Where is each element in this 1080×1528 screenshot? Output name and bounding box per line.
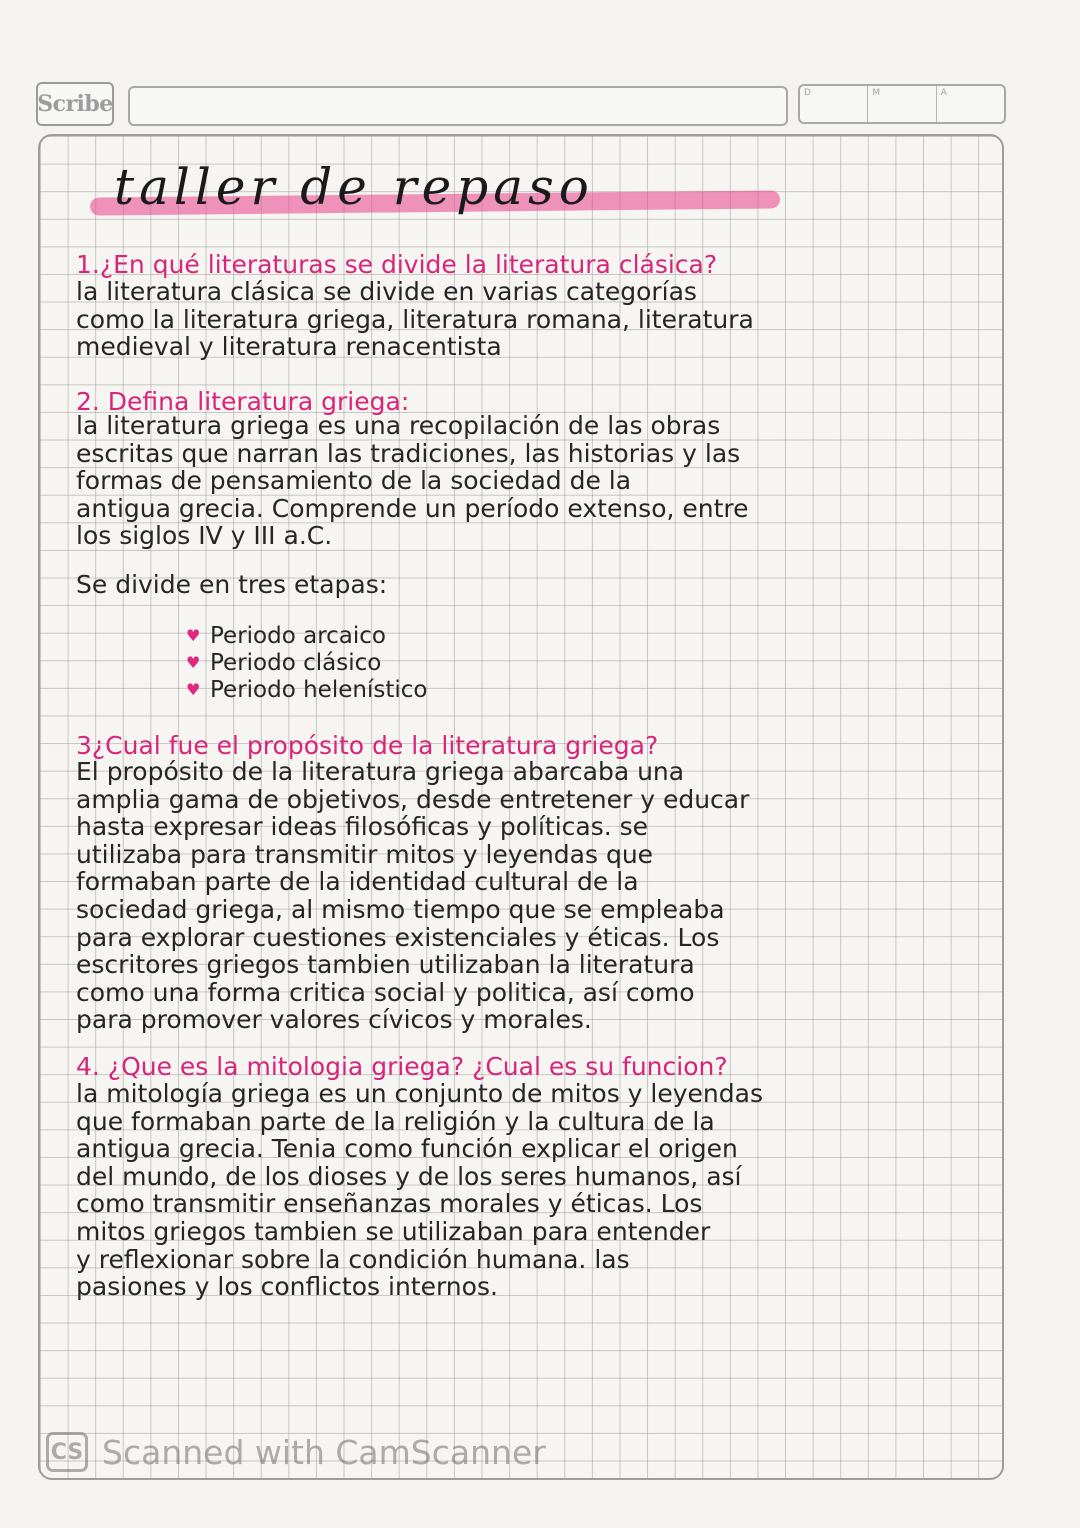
date-year-label: A (940, 88, 947, 98)
answer-3-line: El propósito de la literatura griega abarcaba una (76, 757, 685, 786)
title-field (128, 86, 788, 126)
answer-4-line: la mitología griega es un conjunto de mitos y leyendas (76, 1079, 763, 1108)
answer-3-line: para promover valores cívicos y morales. (76, 1005, 592, 1035)
camscanner-badge: CS (50, 1439, 84, 1465)
answer-3-line: sociedad griega, al mismo tiempo que se empleaba (76, 894, 725, 924)
answer-3-line: hasta expresar ideas filosóficas y políticas. se (76, 812, 649, 842)
stages-list (186, 622, 427, 703)
camscanner-watermark (46, 1432, 546, 1472)
stage-label: Periodo arcaico (210, 622, 386, 649)
answer-2-line: la literatura griega es una recopilación de las obras (76, 411, 721, 440)
stages-label (76, 570, 387, 599)
answer-4-line: mitos griegos tambien se utilizaban para entender (76, 1216, 711, 1246)
page-title: taller de repaso (114, 158, 594, 216)
answer-3-line: como una forma critica social y politica, así como (76, 977, 695, 1007)
page-title-block (90, 160, 790, 230)
date-month-label: M (872, 88, 881, 98)
answer-2-line: escritas que narran las tradiciones, las historias y las (76, 438, 741, 468)
question-3: 3¿Cual fue el propósito de la literatura griega? (76, 731, 659, 760)
date-year-cell (937, 86, 1004, 122)
answer-3-line: utilizaba para transmitir mitos y leyendas que (76, 839, 654, 869)
list-item (186, 676, 427, 703)
question-1: 1.¿En qué literaturas se divide la literatura clásica? (76, 250, 718, 279)
stages-label-text: Se divide en tres etapas: (76, 570, 388, 599)
answer-3-line: para explorar cuestiones existenciales y éticas. Los (76, 922, 720, 952)
answer-4 (76, 1080, 763, 1301)
answer-4-line: del mundo, de los dioses y de los seres humanos, así (76, 1161, 742, 1191)
answer-1-line: como la literatura griega, literatura romana, literatura (76, 304, 754, 334)
heart-bullet-icon: ♥ (186, 653, 201, 672)
camscanner-logo-icon (46, 1432, 88, 1472)
watermark-text: Scanned with CamScanner (102, 1432, 546, 1472)
answer-2 (76, 412, 749, 550)
stage-label: Periodo helenístico (210, 676, 428, 703)
answer-4-line: que formaban parte de la religión y la cultura de la (76, 1106, 715, 1136)
answer-3-line: escritores griegos tambien utilizaban la literatura (76, 950, 695, 980)
date-day-label: D (804, 88, 811, 98)
answer-3-line: amplia gama de objetivos, desde entretener y educar (76, 784, 750, 814)
date-box (798, 84, 1006, 124)
answer-3 (76, 758, 749, 1034)
heart-bullet-icon: ♥ (186, 680, 201, 699)
answer-3-line: formaban parte de la identidad cultural de la (76, 867, 639, 897)
answer-4-line: pasiones y los conflictos internos. (76, 1272, 498, 1302)
answer-4-line: como transmitir enseñanzas morales y éticas. Los (76, 1189, 703, 1219)
answer-1-line: la literatura clásica se divide en varias categorías (76, 277, 697, 306)
question-4: 4. ¿Que es la mitologia griega? ¿Cual es su funcion? (76, 1052, 728, 1081)
date-day-cell (800, 86, 868, 122)
question-2: 2. Defina literatura griega: (76, 387, 410, 416)
list-item (186, 649, 427, 676)
brand-label: Scribe (37, 91, 113, 117)
answer-4-line: y reflexionar sobre la condición humana. las (76, 1244, 630, 1274)
answer-2-line: antigua grecia. Comprende un período extenso, entre (76, 493, 749, 523)
answer-2-line: formas de pensamiento de la sociedad de la (76, 466, 632, 496)
answer-2-line: los siglos IV y III a.C. (76, 521, 333, 551)
answer-1 (76, 278, 754, 361)
brand-logo (36, 82, 114, 126)
list-item (186, 622, 427, 649)
answer-1-line: medieval y literatura renacentista (76, 332, 502, 362)
stage-label: Periodo clásico (210, 649, 382, 676)
date-month-cell (868, 86, 936, 122)
answer-4-line: antigua grecia. Tenia como función explicar el origen (76, 1134, 738, 1164)
heart-bullet-icon: ♥ (186, 626, 201, 645)
